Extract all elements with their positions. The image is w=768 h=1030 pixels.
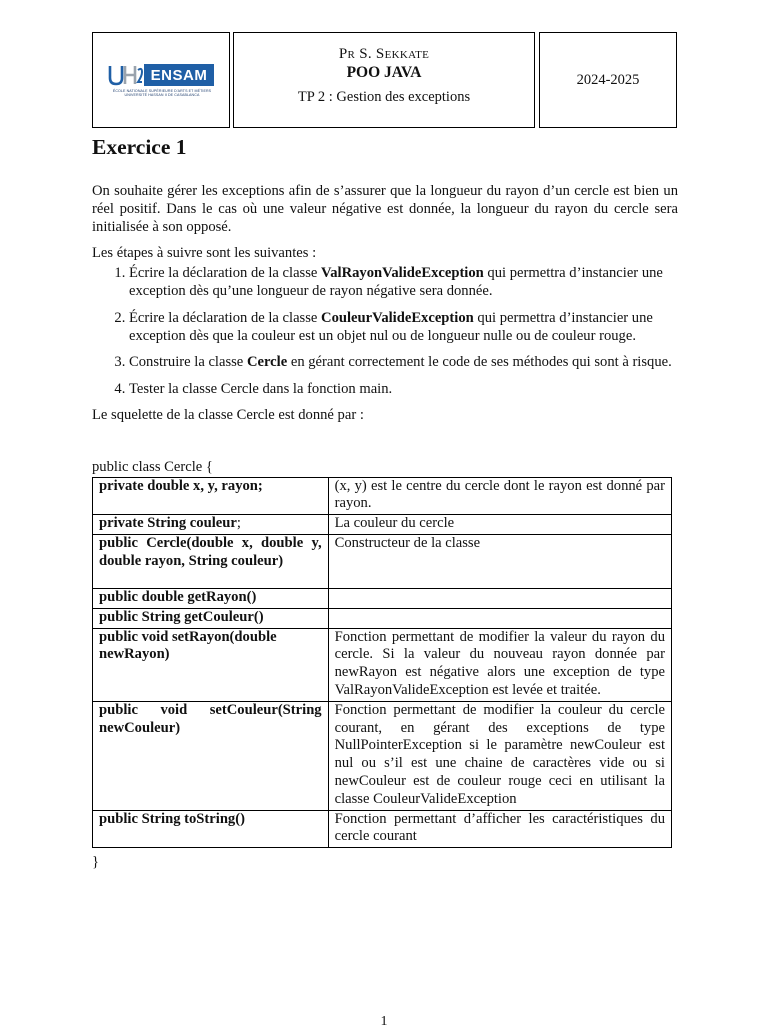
page-number: 1 [380,1014,388,1029]
logo-box [92,32,230,128]
ensam-wordmark: ENSAM [144,64,214,86]
list-item: 2. Écrire la déclaration de la classe CouleurValideException qui permettra d’instancier une exception dès que la couleur est un objet nul ou de longueur nulle ou de couleur rouge. [129,310,678,346]
method-signature: public double getRayon() [93,588,329,608]
method-signature: private String couleur; [93,515,329,535]
tp-title: TP 2 : Gestion des exceptions [297,89,471,105]
class-declaration-open: public class Cercle { [92,458,213,475]
professor-name: Pr S. Sekkate [338,46,430,62]
intro-paragraph: On souhaite gérer les exceptions afin de s’assurer que la longueur du rayon d’un cercle est bien un réel positif. Dans le cas où une valeur négative est donnée, la longueur du rayon du cercle sera initialisée à son opposé. [92,183,678,235]
exercise-content [92,134,678,872]
method-signature: public String getCouleur() [93,608,329,628]
table-row [93,515,672,535]
method-signature: public Cercle(double x, double y, double rayon, String couleur) [93,534,329,588]
list-item: 3. Construire la classe Cercle en gérant correctement le code de ses méthodes qui sont à risque. [129,354,678,372]
method-signature: public void setCouleur(String newCouleur) [93,701,329,810]
table-row [93,628,672,701]
list-item: 4. Tester la classe Cercle dans la fonction main. [129,381,678,399]
table-row [93,701,672,810]
table-row [93,477,672,515]
logo-subtitle: ÉCOLE NATIONALE SUPÉRIEURE D'ARTS ET MÉTIERS UNIVERSITÉ HASSAN II DE CASABLANCA [112,89,212,98]
table-row [93,534,672,588]
method-signature: private double x, y, rayon; [93,477,329,515]
academic-year: 2024-2025 [539,32,677,128]
steps-intro: Les étapes à suivre sont les suivantes : [92,245,317,262]
list-item: 1. Écrire la déclaration de la classe ValRayonValideException qui permettra d’instancier une exception dès qu’une longueur de rayon négative sera donnée. [129,265,678,301]
method-description: La couleur du cercle [328,515,671,535]
method-description: Fonction permettant de modifier la couleur du cercle courant, en gérant des exceptions de type NullPointerException si le paramètre newCouleur est nul ou s’il est une chaine de caractères vide ou si newCouleur est de couleur rouge ceci en utilisant la classe CouleurValideException [328,701,671,810]
course-title: POO JAVA [346,64,422,81]
class-declaration-close: } [92,854,100,871]
method-description [328,608,671,628]
method-description: Fonction permettant d’afficher les caractéristiques du cercle courant [328,810,671,848]
method-description: Fonction permettant de modifier la valeur du rayon du cercle. Si la valeur du nouveau rayon donnée par newRayon est négative alors une exception de type ValRayonValideException est levée et traitée. [328,628,671,701]
exercise-title: Exercice 1 [92,135,187,159]
method-signature: public void setRayon(double newRayon) [93,628,329,701]
table-row [93,608,672,628]
university-emblem-icon [107,64,143,86]
method-description [328,588,671,608]
table-row [93,588,672,608]
method-description: Constructeur de la classe [328,534,671,588]
table-row [93,810,672,848]
steps-list [92,265,678,399]
method-description: (x, y) est le centre du cercle dont le rayon est donné par rayon. [328,477,671,515]
method-signature: public String toString() [93,810,329,848]
skeleton-intro: Le squelette de la classe Cercle est donné par : [92,406,364,423]
class-skeleton-table [92,477,672,849]
course-header [233,32,535,128]
institution-logo [107,63,217,99]
